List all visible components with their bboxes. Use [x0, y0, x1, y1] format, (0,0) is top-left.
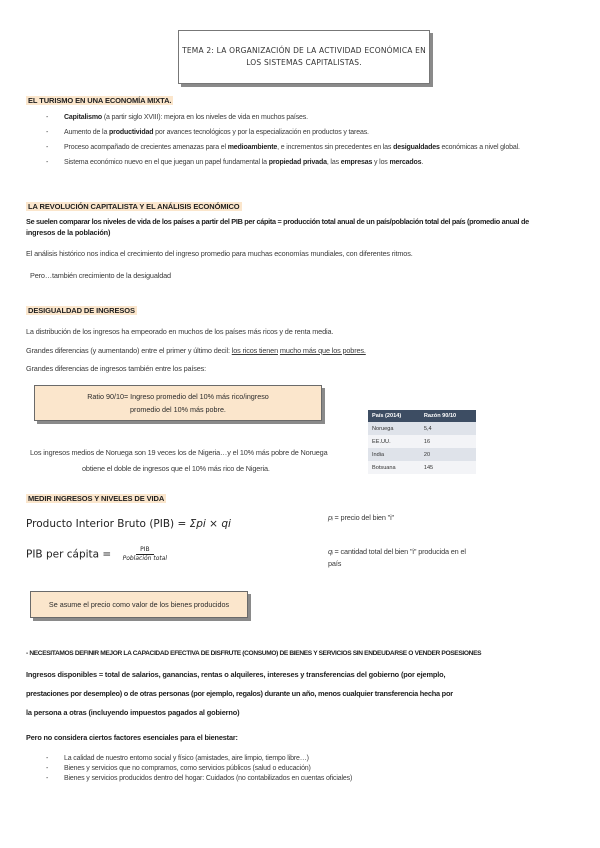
- heading-desigualdad: DESIGUALDAD DE INGRESOS: [28, 306, 135, 315]
- norway-nigeria-line-2: obtiene el doble de ingresos que el 10% más rico de Nigeria.: [82, 464, 270, 473]
- quantity-definition-line-2: país: [328, 559, 342, 568]
- pib-definition-line-1: Se suelen comparar los niveles de vida de los países a partir del PIB per cápita = producción total anual de un país/población total del país (promedio anual de: [26, 217, 529, 226]
- list-item: - Bienes y servicios producidos dentro del hogar: Cuidados (no contabilizados en cuentas oficiales): [46, 774, 352, 784]
- table-row: Noruega 5,4: [368, 422, 476, 435]
- table-header: País (2014): [368, 410, 420, 422]
- countries-text: Grandes diferencias de ingresos también entre los países:: [26, 364, 207, 373]
- list-item: - Sistema económico nuevo en el que juegan un papel fundamental la propiedad privada, las empresas y los mercados.: [46, 155, 520, 170]
- heading-necesitamos: - NECESITAMOS DEFINIR MEJOR LA CAPACIDAD EFECTIVA DE DISFRUTE (CONSUMO) DE BIENES Y SERVICIOS SIN ENDEUDARSE O VENDER POSESIONES: [26, 650, 482, 657]
- disposable-income-line-2: prestaciones por desempleo) o de otras personas (por ejemplo, regalos) durante un año, menos cualquier transferencia hecha por: [26, 689, 453, 698]
- table-row: India 20: [368, 448, 476, 461]
- quantity-definition-line-1: qᵢ = cantidad total del bien "i" producida en el: [328, 547, 466, 556]
- title-box: [178, 30, 430, 84]
- ratio-callout: [34, 385, 322, 421]
- capitalism-bullets: [46, 110, 520, 170]
- title-line-2: LOS SISTEMAS CAPITALISTAS.: [246, 58, 362, 67]
- norway-nigeria-line-1: Los ingresos medios de Noruega son 19 veces los de Nigeria…y el 10% más pobre de Noruega: [30, 448, 328, 457]
- heading-turismo: EL TURISMO EN UNA ECONOMÍA MIXTA.: [28, 96, 172, 105]
- list-item: - Proceso acompañado de crecientes amenazas para el medioambiente, e incrementos sin precedentes en las desigualdades económicas a nivel global.: [46, 140, 520, 155]
- pib-per-capita-formula: PIB per cápita = $\frac{\text{PIB}}{\text{Población total}}$: [26, 546, 171, 563]
- ratio-callout-line-2: promedio del 10% más pobre.: [130, 405, 226, 414]
- historical-analysis: El análisis histórico nos indica el crecimiento del ingreso promedio para muchas economías mundiales, con diferentes ritmos.: [26, 249, 413, 258]
- title-line-1: TEMA 2: LA ORGANIZACIÓN DE LA ACTIVIDAD ECONÓMICA EN: [182, 46, 426, 55]
- list-item: - Aumento de la productividad por avances tecnológicos y por la especialización en productos y tareas.: [46, 125, 520, 140]
- ratio-table: [368, 410, 476, 474]
- price-value-callout: Se asume el precio como valor de los bienes producidos: [30, 591, 248, 618]
- list-item: - La calidad de nuestro entorno social y físico (amistades, aire limpio, tiempo libre…): [46, 754, 352, 764]
- table-row: Botsuana 145: [368, 461, 476, 474]
- decile-text: Grandes diferencias (y aumentando) entre el primer y último decil: los ricos tienen mucho más que los pobres.: [26, 346, 366, 355]
- pib-definition-line-2: ingresos de la población): [26, 228, 111, 237]
- pib-formula: Producto Interior Bruto (PIB) = Σpi × qi: [26, 518, 231, 530]
- price-definition: pᵢ = precio del bien "i": [328, 513, 394, 522]
- table-row: EE.UU. 16: [368, 435, 476, 448]
- ratio-callout-line-1: Ratio 90/10= Ingreso promedio del 10% más rico/ingreso: [87, 392, 269, 401]
- table-header: Razón 90/10: [420, 410, 476, 422]
- wellbeing-factors-intro: Pero no considera ciertos factores esenciales para el bienestar:: [26, 733, 238, 742]
- disposable-income-line-1: Ingresos disponibles = total de salarios, ganancias, rentas o alquileres, intereses y transferencias del gobierno (por ejemplo,: [26, 670, 446, 679]
- disposable-income-line-3: la persona a otras (incluyendo impuestos pagados al gobierno): [26, 708, 240, 717]
- list-item: - Capitalismo (a partir siglo XVIII): mejora en los niveles de vida en muchos países.: [46, 110, 520, 125]
- inequality-growth: Pero…también crecimiento de la desigualdad: [30, 271, 171, 280]
- wellbeing-factors-list: [46, 754, 352, 784]
- heading-revolucion: LA REVOLUCIÓN CAPITALISTA Y EL ANÁLISIS ECONÓMICO: [28, 202, 240, 211]
- fraction: $\frac{\text{PIB}}{\text{Población total}}$: [122, 546, 168, 562]
- heading-medir: MEDIR INGRESOS Y NIVELES DE VIDA: [28, 494, 165, 503]
- list-item: - Bienes y servicios que no compramos, como servicios públicos (salud o educación): [46, 764, 352, 774]
- distribution-text: La distribución de los ingresos ha empeorado en muchos de los países más ricos y de renta media.: [26, 327, 334, 336]
